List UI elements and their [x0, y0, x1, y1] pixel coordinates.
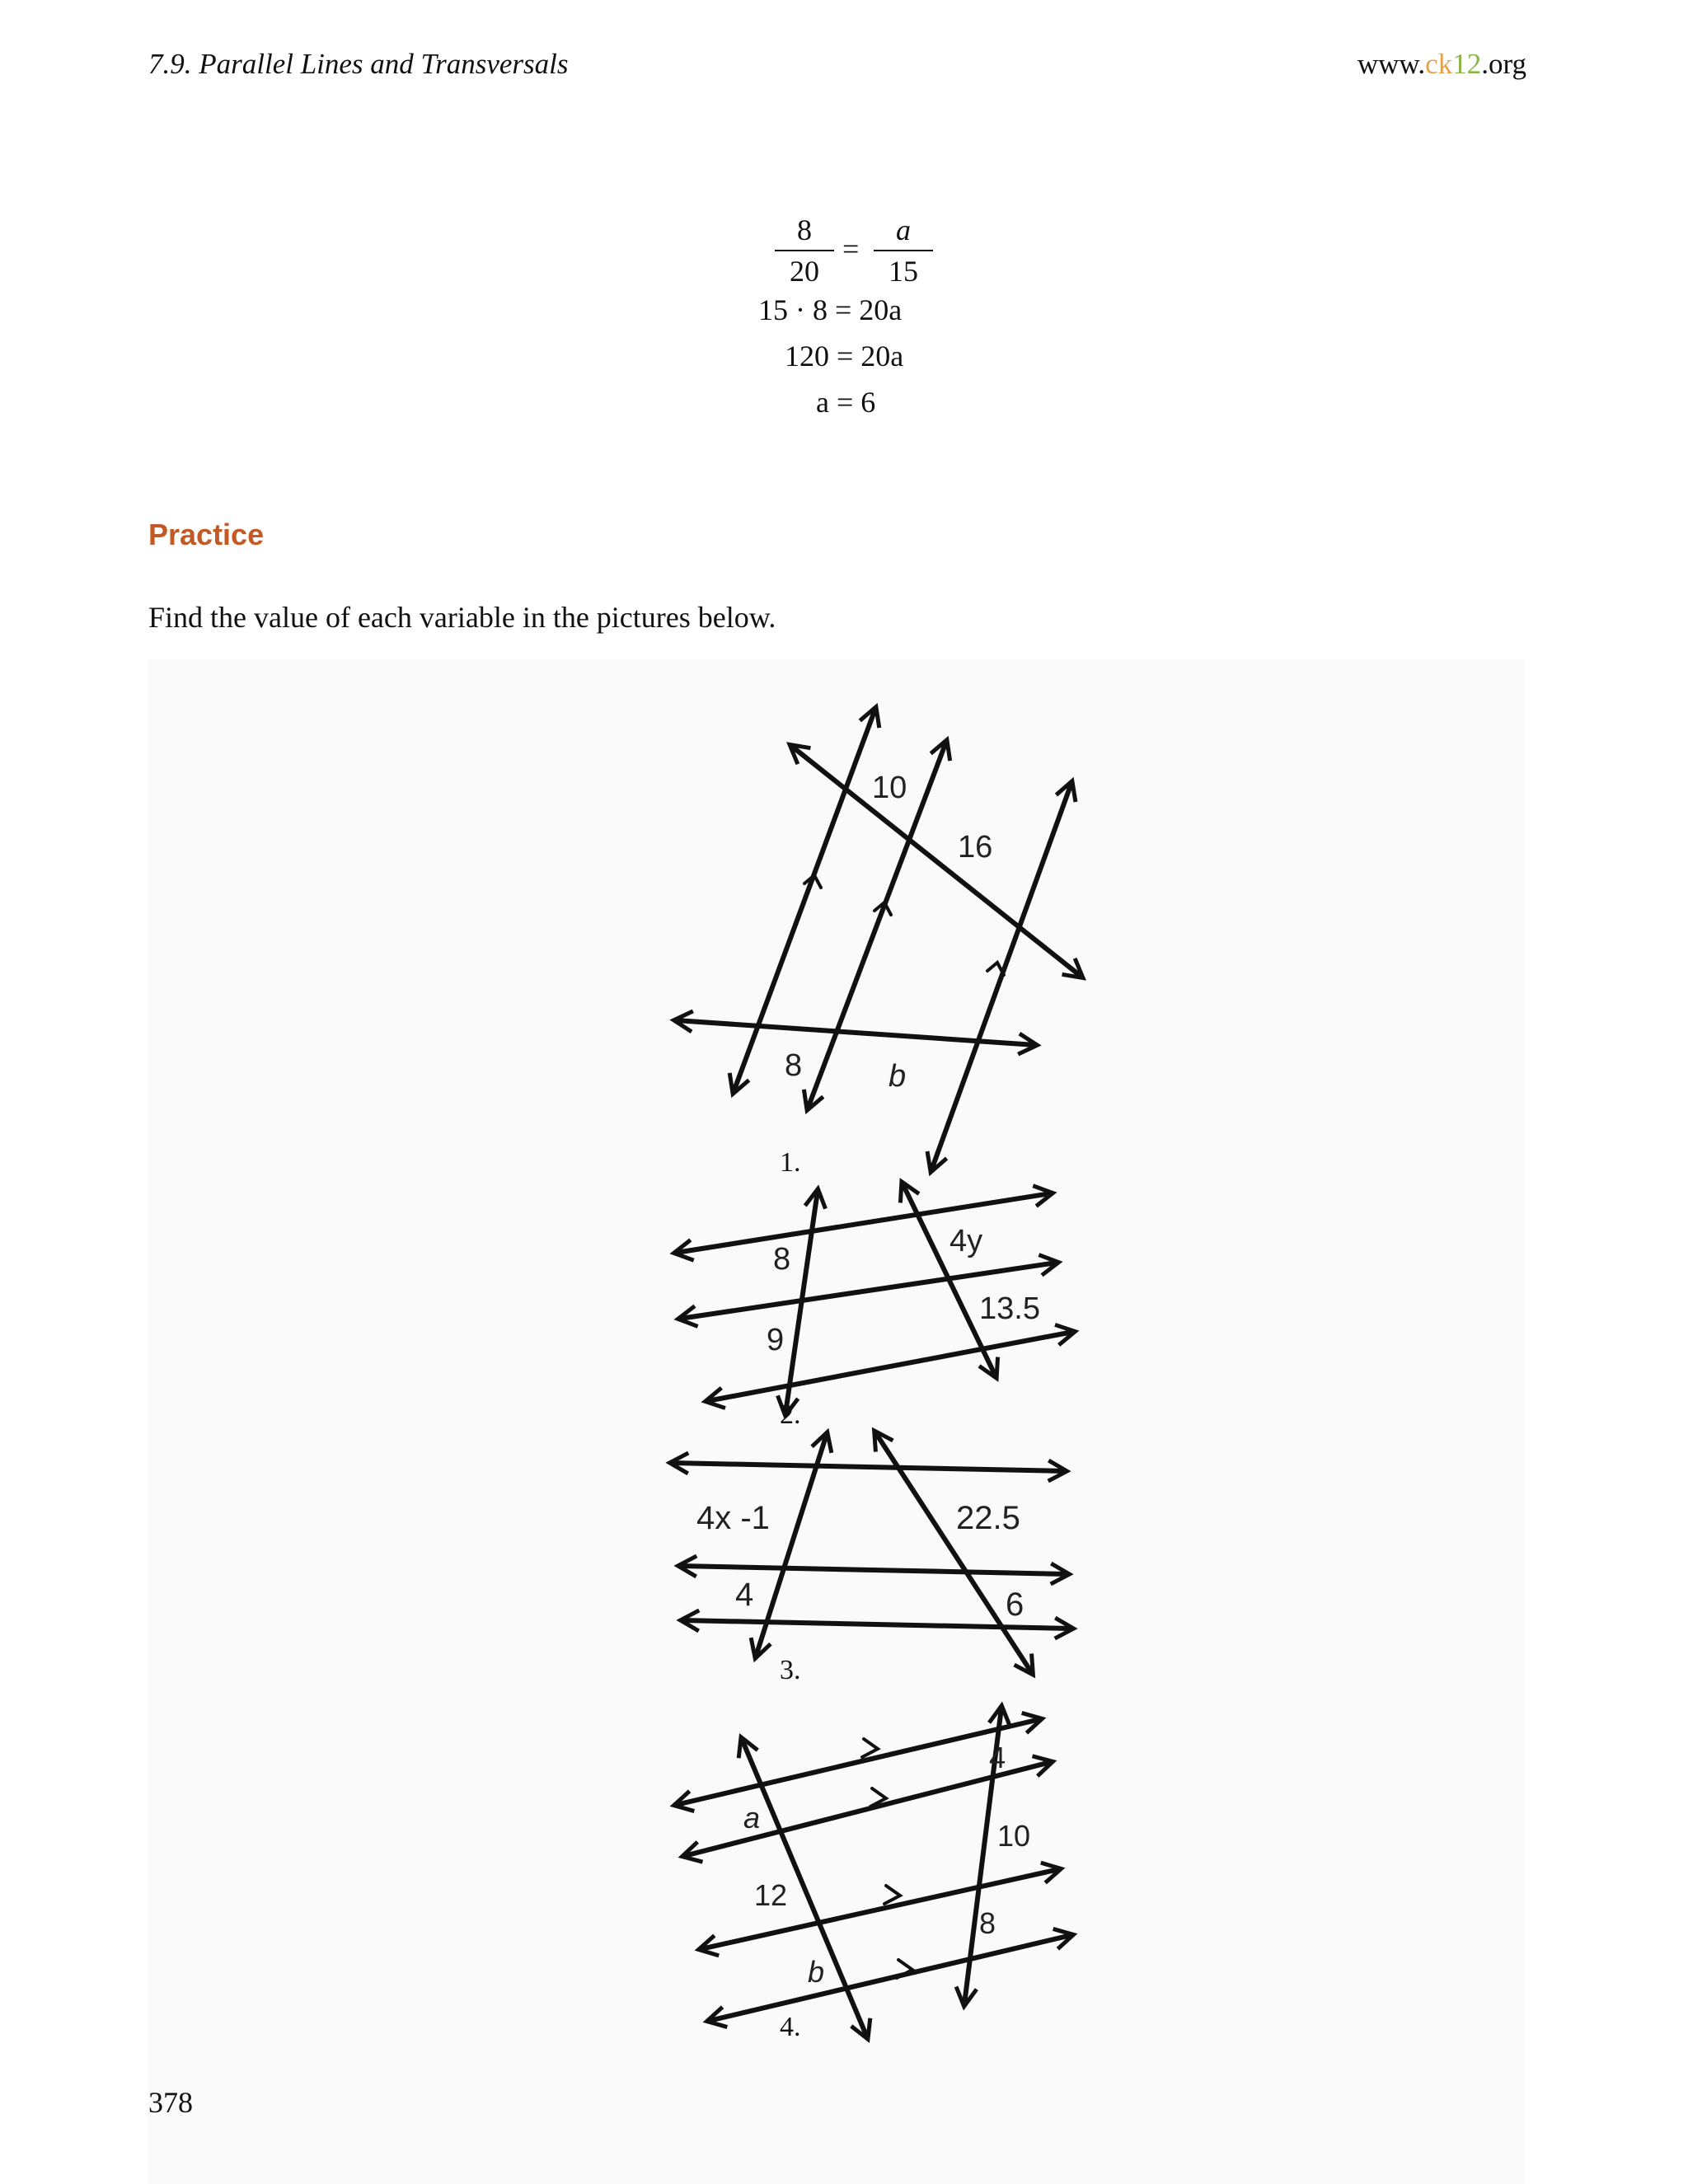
p4-parallel-line-2	[684, 1762, 1051, 1856]
site-url-suffix: .org	[1481, 48, 1526, 80]
p4-label-8: 8	[979, 1906, 996, 1940]
fraction-left	[775, 210, 834, 291]
fraction-equals: =	[842, 232, 860, 265]
p2-parallel-line-1	[676, 1193, 1051, 1253]
problem-4-number: 4.	[780, 2012, 801, 2042]
problem-1-number: 1.	[780, 1147, 801, 1178]
fraction-left-numerator: 8	[775, 210, 834, 251]
p3-label-4x-1: 4x -1	[696, 1500, 770, 1536]
problem-2-diagram	[676, 1183, 1073, 1413]
p4-label-12: 12	[754, 1878, 788, 1912]
p3-parallel-line-2	[680, 1566, 1067, 1574]
p2-label-8: 8	[773, 1242, 791, 1277]
p2-label-4y: 4y	[950, 1224, 983, 1258]
p3-parallel-line-1	[672, 1463, 1065, 1471]
site-url-ck: ck	[1425, 48, 1453, 80]
problem-1-diagram	[676, 709, 1081, 1170]
p4-parallel-line-4	[709, 1935, 1071, 2021]
problem-2-number: 2.	[780, 1399, 801, 1430]
site-url[interactable]	[1357, 48, 1526, 81]
p2-transversal-right	[903, 1183, 996, 1376]
p3-label-22-5: 22.5	[956, 1500, 1020, 1536]
practice-heading: Practice	[148, 518, 265, 551]
fraction-left-denominator: 20	[790, 255, 819, 288]
problem-3-diagram	[672, 1432, 1071, 1673]
p3-label-4: 4	[735, 1577, 754, 1613]
problem-3-number: 3.	[780, 1655, 801, 1685]
equation-line-4: a = 6	[816, 386, 876, 419]
p2-parallel-line-3	[707, 1332, 1073, 1401]
page-number: 378	[148, 2086, 193, 2119]
fraction-right-denominator: 15	[889, 255, 918, 288]
p4-parallel-mark-1	[862, 1739, 878, 1757]
fraction-right	[874, 210, 933, 291]
site-url-prefix: www.	[1357, 48, 1426, 80]
p4-label-a: a	[743, 1801, 761, 1835]
figure-drawings	[148, 659, 1525, 2184]
p1-parallel-line-3	[931, 783, 1071, 1170]
site-url-12: 12	[1452, 48, 1482, 80]
p4-parallel-mark-3	[884, 1886, 900, 1904]
p1-label-16: 16	[958, 830, 993, 865]
p4-label-4: 4	[989, 1741, 1006, 1774]
p1-label-8: 8	[785, 1048, 803, 1083]
p1-label-b: b	[889, 1059, 907, 1094]
p1-transversal-upper	[791, 746, 1081, 977]
practice-instructions: Find the value of each variable in the pictures below.	[148, 601, 776, 634]
p2-label-13-5: 13.5	[979, 1291, 1040, 1326]
p4-parallel-line-1	[676, 1719, 1040, 1805]
practice-figures	[148, 659, 1525, 2184]
fraction-right-numerator: a	[874, 210, 933, 251]
p1-parallel-mark-3	[987, 963, 1004, 975]
section-heading: 7.9. Parallel Lines and Transversals	[148, 48, 569, 80]
p2-label-9: 9	[767, 1323, 785, 1357]
p1-label-10: 10	[872, 771, 907, 805]
p4-label-b: b	[808, 1955, 825, 1989]
problem-4-diagram	[676, 1708, 1071, 2037]
equation-line-3: 120 = 20a	[785, 340, 904, 373]
equation-line-2: 15 · 8 = 20a	[758, 293, 903, 326]
p3-label-6: 6	[1006, 1586, 1025, 1623]
p4-label-10: 10	[997, 1819, 1031, 1853]
